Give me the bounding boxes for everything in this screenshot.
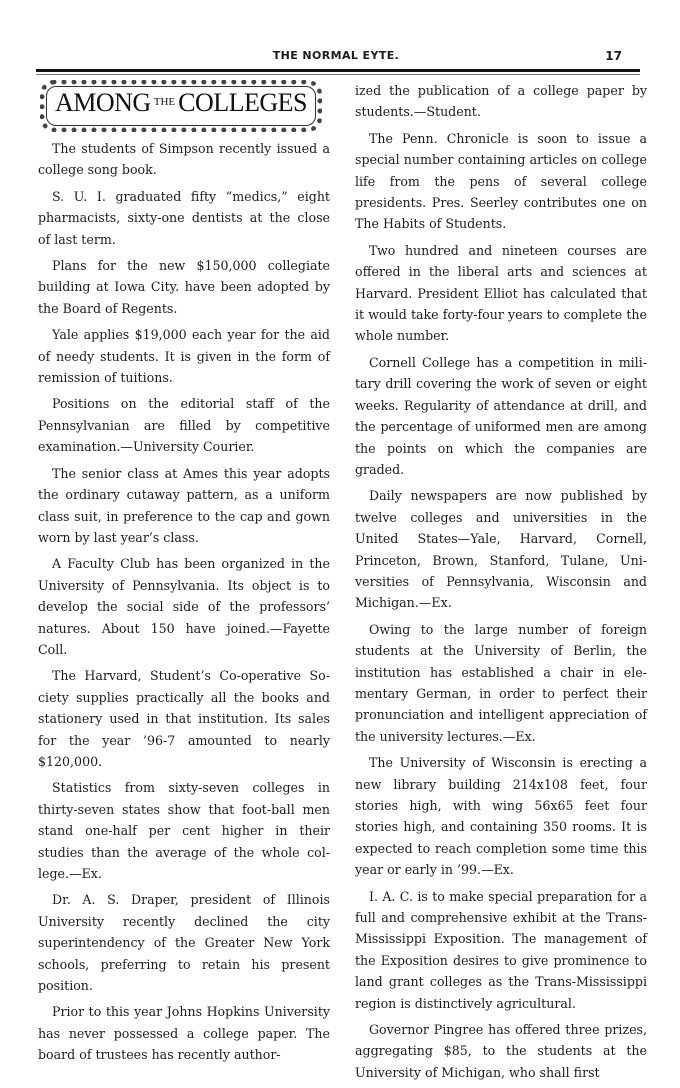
news-item: The Penn. Chronicle is soon to issue a special number containing articles on college life from the pens of several college presidents. Pres. Seerley contributes one on The Habits of Students. bbox=[355, 130, 647, 232]
section-banner bbox=[40, 80, 322, 132]
news-item: Plans for the new $150,000 collegiate building at Iowa City. have been adopted by the Board of Regents. bbox=[38, 258, 330, 316]
news-item: Cornell College has a competition in military drill covering the work of seven or eight weeks. Regularity of attendance at drill, and the percentage of uniformed men are among the points on which the companies are graded. bbox=[355, 354, 647, 477]
news-item: S. U. I. graduated fifty “medics,” eight pharmacists, sixty-one dentists at the close of last term. bbox=[38, 188, 330, 247]
news-item: The Harvard, Student’s Co-operative Society supplies practically all the books and stationery used in that institution. Its sales for the year ’96-7 amounted to nearly $120,000. bbox=[38, 668, 330, 769]
news-item: Owing to the large number of foreign students at the University of Berlin, the institution has established a chair in elementary German, in order to perfect their pronunciation and intelligent appreciation of the university lectures.—Ex. bbox=[355, 621, 647, 744]
news-item: Governor Pingree has offered three prizes, aggregating $85, to the students at the University of Michigan, who shall first bbox=[355, 1022, 647, 1080]
news-item: A Faculty Club has been organized in the University of Pennsylvania. Its object is to develop the social side of the professors’ natures. About 150 have joined.—Fayette Coll. bbox=[38, 556, 330, 657]
news-item: The students of Simpson recently issued a college song book. bbox=[38, 141, 330, 178]
news-item: Dr. A. S. Draper, president of Illinois University recently declined the city superintendency of the Greater New York schools, preferring to retain his present position. bbox=[38, 892, 330, 994]
left-column bbox=[38, 80, 330, 1071]
right-column bbox=[355, 80, 647, 1088]
news-item: Daily newspapers are now published by twelve colleges and universities in the United States—Yale, Harvard, Cornell, Princeton, Brown, Stanford, Tulane, Universities of Pennsylvania, Wisconsin and Michigan.—Ex. bbox=[355, 488, 647, 611]
news-item: Positions on the editorial staff of the Pennsylvanian are filled by competitive examination.—University Courier. bbox=[38, 396, 330, 455]
running-head bbox=[36, 49, 636, 67]
news-item: Two hundred and nineteen courses are offered in the liberal arts and sciences at Harvard. President Elliot has calculated that it would take forty-four years to complete the whole number. bbox=[355, 242, 647, 344]
section-title bbox=[40, 88, 322, 117]
news-item: Yale applies $19,000 each year for the aid of needy students. It is given in the form of remission of tuitions. bbox=[38, 327, 330, 386]
page-number: 17 bbox=[605, 49, 622, 63]
section-title-word: COLLEGES bbox=[178, 88, 307, 117]
news-item: Prior to this year Johns Hopkins University has never possessed a college paper. The board of trustees has recently author- bbox=[38, 1004, 330, 1063]
news-item: I. A. C. is to make special preparation for a full and comprehensive exhibit at the Trans-Mississippi Exposition. The management of the Exposition desires to give prominence to land grant colleges as the Trans-Mississippi region is distinctively agricultural. bbox=[355, 888, 647, 1011]
news-item-continued: ized the publication of a college paper by students.—Student. bbox=[355, 83, 647, 120]
news-item: The University of Wisconsin is erecting a new library building 214x108 feet, four stories high, with wing 56x65 feet four stories high, and containing 350 rooms. It is expected to reach completion some time this year or early in ’99.—Ex. bbox=[355, 755, 647, 878]
header-rule-thin bbox=[36, 74, 640, 75]
section-title-word: THE bbox=[153, 96, 176, 108]
section-title-word: AMONG bbox=[54, 88, 151, 117]
news-item: The senior class at Ames this year adopts the ordinary cutaway pattern, as a uniform class suit, in preference to the cap and gown worn by last year’s class. bbox=[38, 465, 330, 545]
running-title: THE NORMAL EYTE. bbox=[272, 49, 400, 62]
header-rule-thick bbox=[36, 69, 640, 72]
news-item: Statistics from sixty-seven colleges in thirty-seven states show that foot-ball men stand one-half per cent higher in their studies than the average of the whole college.—Ex. bbox=[38, 780, 330, 881]
